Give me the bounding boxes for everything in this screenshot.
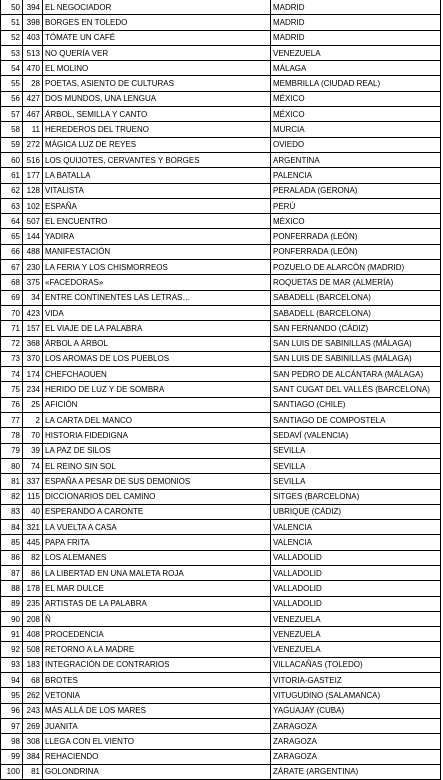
place-cell: PERÚ [271, 198, 441, 213]
entry-id-cell: 11 [23, 122, 43, 137]
entries-table-body [1, 0, 441, 780]
row-number-cell: 96 [1, 703, 23, 718]
entry-id-cell: 368 [23, 336, 43, 351]
place-cell: SAN LUIS DE SABINILLAS (MÁLAGA) [271, 351, 441, 366]
table-row [1, 581, 441, 596]
table-row [1, 168, 441, 183]
table-row [1, 351, 441, 366]
row-number-cell: 72 [1, 336, 23, 351]
title-cell: ESPAÑA [43, 198, 271, 213]
entry-id-cell: 516 [23, 152, 43, 167]
title-cell: BROTES [43, 673, 271, 688]
row-number-cell: 58 [1, 122, 23, 137]
title-cell: ÁRBOL A ÁRBOL [43, 336, 271, 351]
place-cell: SEVILLA [271, 474, 441, 489]
entry-id-cell: 467 [23, 107, 43, 122]
entry-id-cell: 40 [23, 504, 43, 519]
entry-id-cell: 488 [23, 244, 43, 259]
place-cell: VALENCIA [271, 535, 441, 550]
place-cell: VALLADOLID [271, 581, 441, 596]
place-cell: MADRID [271, 0, 441, 15]
row-number-cell: 69 [1, 290, 23, 305]
entry-id-cell: 423 [23, 305, 43, 320]
row-number-cell: 60 [1, 152, 23, 167]
table-row [1, 627, 441, 642]
title-cell: LOS AROMAS DE LOS PUEBLOS [43, 351, 271, 366]
row-number-cell: 98 [1, 734, 23, 749]
entry-id-cell: 2 [23, 413, 43, 428]
title-cell: HERIDO DE LUZ Y DE SOMBRA [43, 382, 271, 397]
row-number-cell: 83 [1, 504, 23, 519]
table-row [1, 305, 441, 320]
title-cell: LA BATALLA [43, 168, 271, 183]
table-row [1, 0, 441, 15]
place-cell: VALLADOLID [271, 550, 441, 565]
entry-id-cell: 262 [23, 688, 43, 703]
row-number-cell: 73 [1, 351, 23, 366]
entry-id-cell: 243 [23, 703, 43, 718]
title-cell: RETORNO A LA MADRE [43, 642, 271, 657]
entry-id-cell: 470 [23, 61, 43, 76]
title-cell: EL VIAJE DE LA PALABRA [43, 321, 271, 336]
place-cell: VENEZUELA [271, 642, 441, 657]
entry-id-cell: 68 [23, 673, 43, 688]
title-cell: POETAS, ASIENTO DE CULTURAS [43, 76, 271, 91]
entry-id-cell: 508 [23, 642, 43, 657]
entry-id-cell: 308 [23, 734, 43, 749]
row-number-cell: 54 [1, 61, 23, 76]
table-row [1, 565, 441, 580]
title-cell: GOLONDRINA [43, 764, 271, 779]
title-cell: PAPA FRITA [43, 535, 271, 550]
entry-id-cell: 321 [23, 520, 43, 535]
row-number-cell: 57 [1, 107, 23, 122]
row-number-cell: 86 [1, 550, 23, 565]
table-row [1, 397, 441, 412]
entry-id-cell: 427 [23, 91, 43, 106]
title-cell: VIDA [43, 305, 271, 320]
title-cell: NO QUERÍA VER [43, 45, 271, 60]
entry-id-cell: 370 [23, 351, 43, 366]
table-row [1, 260, 441, 275]
place-cell: SABADELL (BARCELONA) [271, 305, 441, 320]
entry-id-cell: 234 [23, 382, 43, 397]
table-row [1, 474, 441, 489]
entry-id-cell: 28 [23, 76, 43, 91]
title-cell: VETONIA [43, 688, 271, 703]
place-cell: ARGENTINA [271, 152, 441, 167]
title-cell: YADIRA [43, 229, 271, 244]
place-cell: SAN LUIS DE SABINILLAS (MÁLAGA) [271, 336, 441, 351]
title-cell: ESPAÑA A PESAR DE SUS DEMONIOS [43, 474, 271, 489]
title-cell: CHEFCHAOUEN [43, 367, 271, 382]
title-cell: LOS QUIJOTES, CERVANTES Y BORGES [43, 152, 271, 167]
row-number-cell: 61 [1, 168, 23, 183]
entry-id-cell: 408 [23, 627, 43, 642]
row-number-cell: 94 [1, 673, 23, 688]
table-row [1, 657, 441, 672]
table-row [1, 413, 441, 428]
title-cell: JUANITA [43, 718, 271, 733]
entry-id-cell: 74 [23, 458, 43, 473]
title-cell: DICCIONARIOS DEL CAMINO [43, 489, 271, 504]
entry-id-cell: 445 [23, 535, 43, 550]
row-number-cell: 82 [1, 489, 23, 504]
table-row [1, 443, 441, 458]
title-cell: BORGES EN TOLEDO [43, 15, 271, 30]
place-cell: ZÁRATE (ARGENTINA) [271, 764, 441, 779]
row-number-cell: 71 [1, 321, 23, 336]
place-cell: MADRID [271, 15, 441, 30]
title-cell: DOS MUNDOS, UNA LENGUA [43, 91, 271, 106]
table-row [1, 520, 441, 535]
table-row [1, 596, 441, 611]
place-cell: MÉXICO [271, 214, 441, 229]
place-cell: PALENCIA [271, 168, 441, 183]
place-cell: ZARAGOZA [271, 749, 441, 764]
entry-id-cell: 25 [23, 397, 43, 412]
row-number-cell: 53 [1, 45, 23, 60]
entry-id-cell: 34 [23, 290, 43, 305]
title-cell: ARTISTAS DE LA PALABRA [43, 596, 271, 611]
table-row [1, 76, 441, 91]
place-cell: SANTIAGO DE COMPOSTELA [271, 413, 441, 428]
table-row [1, 550, 441, 565]
title-cell: LA FERIA Y LOS CHISMORREOS [43, 260, 271, 275]
row-number-cell: 75 [1, 382, 23, 397]
title-cell: REHACIENDO [43, 749, 271, 764]
table-row [1, 504, 441, 519]
title-cell: ENTRE CONTINENTES LAS LETRAS… [43, 290, 271, 305]
title-cell: MÁS ALLÁ DE LOS MARES [43, 703, 271, 718]
title-cell: EL ENCUENTRO [43, 214, 271, 229]
place-cell: PERALADA (GERONA) [271, 183, 441, 198]
place-cell: MEMBRILLA (CIUDAD REAL) [271, 76, 441, 91]
table-row [1, 30, 441, 45]
title-cell: HISTORIA FIDEDIGNA [43, 428, 271, 443]
table-row [1, 535, 441, 550]
place-cell: OVIEDO [271, 137, 441, 152]
row-number-cell: 100 [1, 764, 23, 779]
table-row [1, 290, 441, 305]
place-cell: MÁLAGA [271, 61, 441, 76]
place-cell: SABADELL (BARCELONA) [271, 290, 441, 305]
title-cell: LA VUELTA A CASA [43, 520, 271, 535]
title-cell: AFICIÓN [43, 397, 271, 412]
row-number-cell: 81 [1, 474, 23, 489]
row-number-cell: 77 [1, 413, 23, 428]
place-cell: SANT CUGAT DEL VALLÉS (BARCELONA) [271, 382, 441, 397]
table-row [1, 61, 441, 76]
row-number-cell: 65 [1, 229, 23, 244]
row-number-cell: 78 [1, 428, 23, 443]
entry-id-cell: 272 [23, 137, 43, 152]
title-cell: MANIFESTACIÓN [43, 244, 271, 259]
table-row [1, 214, 441, 229]
entry-id-cell: 39 [23, 443, 43, 458]
place-cell: VALLADOLID [271, 565, 441, 580]
table-row [1, 15, 441, 30]
entry-id-cell: 70 [23, 428, 43, 443]
entry-id-cell: 394 [23, 0, 43, 15]
place-cell: VENEZUELA [271, 45, 441, 60]
entry-id-cell: 144 [23, 229, 43, 244]
title-cell: LA LIBERTAD EN UNA MALETA ROJA [43, 565, 271, 580]
place-cell: VITUGUDINO (SALAMANCA) [271, 688, 441, 703]
entry-id-cell: 398 [23, 15, 43, 30]
title-cell: «FACEDORAS» [43, 275, 271, 290]
row-number-cell: 89 [1, 596, 23, 611]
title-cell: HEREDEROS DEL TRUENO [43, 122, 271, 137]
title-cell: EL NEGOCIADOR [43, 0, 271, 15]
place-cell: SEVILLA [271, 458, 441, 473]
title-cell: LA CARTA DEL MANCO [43, 413, 271, 428]
row-number-cell: 84 [1, 520, 23, 535]
entry-id-cell: 174 [23, 367, 43, 382]
row-number-cell: 64 [1, 214, 23, 229]
entry-id-cell: 337 [23, 474, 43, 489]
table-row [1, 458, 441, 473]
row-number-cell: 55 [1, 76, 23, 91]
table-row [1, 428, 441, 443]
table-row [1, 152, 441, 167]
table-row [1, 764, 441, 779]
row-number-cell: 87 [1, 565, 23, 580]
table-row [1, 122, 441, 137]
row-number-cell: 68 [1, 275, 23, 290]
place-cell: UBRIQUE (CÁDIZ) [271, 504, 441, 519]
row-number-cell: 95 [1, 688, 23, 703]
entry-id-cell: 102 [23, 198, 43, 213]
row-number-cell: 66 [1, 244, 23, 259]
place-cell: YAGUAJAY (CUBA) [271, 703, 441, 718]
place-cell: MURCIA [271, 122, 441, 137]
title-cell: EL REINO SIN SOL [43, 458, 271, 473]
row-number-cell: 99 [1, 749, 23, 764]
row-number-cell: 63 [1, 198, 23, 213]
place-cell: ZARAGOZA [271, 718, 441, 733]
place-cell: MÉXICO [271, 107, 441, 122]
table-row [1, 183, 441, 198]
table-row [1, 229, 441, 244]
entry-id-cell: 115 [23, 489, 43, 504]
table-row [1, 673, 441, 688]
title-cell: VITALISTA [43, 183, 271, 198]
title-cell: INTEGRACIÓN DE CONTRARIOS [43, 657, 271, 672]
row-number-cell: 92 [1, 642, 23, 657]
entry-id-cell: 208 [23, 611, 43, 626]
title-cell: LA PAZ DE SILOS [43, 443, 271, 458]
place-cell: SEDAVÍ (VALENCIA) [271, 428, 441, 443]
entry-id-cell: 513 [23, 45, 43, 60]
table-row [1, 718, 441, 733]
place-cell: VILLACAÑAS (TOLEDO) [271, 657, 441, 672]
entry-id-cell: 178 [23, 581, 43, 596]
title-cell: TÓMATE UN CAFÉ [43, 30, 271, 45]
table-row [1, 749, 441, 764]
entry-id-cell: 82 [23, 550, 43, 565]
title-cell: Ñ [43, 611, 271, 626]
entry-id-cell: 230 [23, 260, 43, 275]
table-row [1, 336, 441, 351]
row-number-cell: 59 [1, 137, 23, 152]
place-cell: ZARAGOZA [271, 734, 441, 749]
place-cell: SAN PEDRO DE ALCÁNTARA (MÁLAGA) [271, 367, 441, 382]
row-number-cell: 50 [1, 0, 23, 15]
title-cell: EL MOLINO [43, 61, 271, 76]
place-cell: SITGES (BARCELONA) [271, 489, 441, 504]
title-cell: ÁRBOL, SEMILLA Y CANTO [43, 107, 271, 122]
row-number-cell: 88 [1, 581, 23, 596]
entry-id-cell: 507 [23, 214, 43, 229]
place-cell: VITORIA-GASTEIZ [271, 673, 441, 688]
table-row [1, 688, 441, 703]
place-cell: VALLADOLID [271, 596, 441, 611]
table-row [1, 321, 441, 336]
place-cell: VALENCIA [271, 520, 441, 535]
row-number-cell: 80 [1, 458, 23, 473]
row-number-cell: 85 [1, 535, 23, 550]
place-cell: PONFERRADA (LEÓN) [271, 244, 441, 259]
row-number-cell: 97 [1, 718, 23, 733]
entry-id-cell: 81 [23, 764, 43, 779]
table-row [1, 45, 441, 60]
row-number-cell: 76 [1, 397, 23, 412]
place-cell: VENEZUELA [271, 627, 441, 642]
entry-id-cell: 269 [23, 718, 43, 733]
place-cell: MÉXICO [271, 91, 441, 106]
entry-id-cell: 375 [23, 275, 43, 290]
row-number-cell: 70 [1, 305, 23, 320]
entry-id-cell: 403 [23, 30, 43, 45]
title-cell: LLEGA CON EL VIENTO [43, 734, 271, 749]
table-row [1, 198, 441, 213]
entry-id-cell: 128 [23, 183, 43, 198]
title-cell: PROCEDENCIA [43, 627, 271, 642]
row-number-cell: 67 [1, 260, 23, 275]
table-row [1, 703, 441, 718]
table-row [1, 382, 441, 397]
table-row [1, 91, 441, 106]
place-cell: VENEZUELA [271, 611, 441, 626]
table-row [1, 734, 441, 749]
place-cell: SANTIAGO (CHILE) [271, 397, 441, 412]
title-cell: LOS ALEMANES [43, 550, 271, 565]
place-cell: ROQUETAS DE MAR (ALMERÍA) [271, 275, 441, 290]
entry-id-cell: 183 [23, 657, 43, 672]
table-row [1, 489, 441, 504]
row-number-cell: 56 [1, 91, 23, 106]
row-number-cell: 79 [1, 443, 23, 458]
table-row [1, 244, 441, 259]
row-number-cell: 51 [1, 15, 23, 30]
place-cell: POZUELO DE ALARCÓN (MADRID) [271, 260, 441, 275]
entry-id-cell: 384 [23, 749, 43, 764]
title-cell: ESPERANDO A CARONTE [43, 504, 271, 519]
place-cell: MADRID [271, 30, 441, 45]
row-number-cell: 62 [1, 183, 23, 198]
row-number-cell: 90 [1, 611, 23, 626]
row-number-cell: 93 [1, 657, 23, 672]
title-cell: EL MAR DULCE [43, 581, 271, 596]
entry-id-cell: 86 [23, 565, 43, 580]
entry-id-cell: 157 [23, 321, 43, 336]
row-number-cell: 52 [1, 30, 23, 45]
table-row [1, 642, 441, 657]
title-cell: MÁGICA LUZ DE REYES [43, 137, 271, 152]
table-row [1, 137, 441, 152]
entry-id-cell: 177 [23, 168, 43, 183]
place-cell: PONFERRADA (LEÓN) [271, 229, 441, 244]
table-row [1, 275, 441, 290]
table-row [1, 611, 441, 626]
entry-id-cell: 235 [23, 596, 43, 611]
table-row [1, 107, 441, 122]
row-number-cell: 74 [1, 367, 23, 382]
place-cell: SAN FERNANDO (CÁDIZ) [271, 321, 441, 336]
place-cell: SEVILLA [271, 443, 441, 458]
table-row [1, 367, 441, 382]
row-number-cell: 91 [1, 627, 23, 642]
